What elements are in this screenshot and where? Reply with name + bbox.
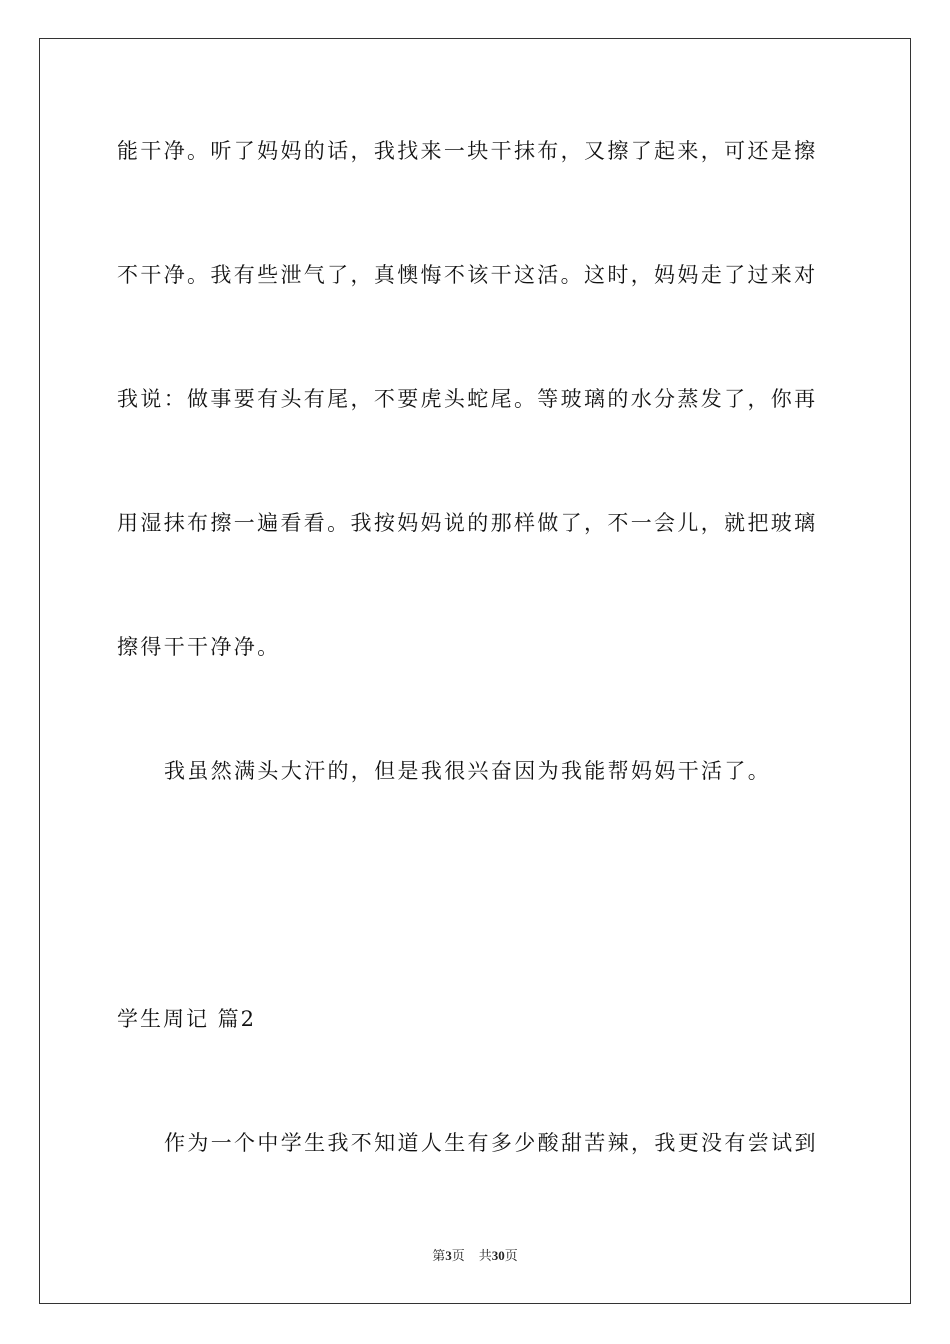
paragraph-3: 作为一个中学生我不知道人生有多少酸甜苦辣，我更没有尝试到 — [164, 1131, 818, 1155]
footer-total-pages: 30 — [491, 1248, 505, 1263]
text-line-1: 能干净。听了妈妈的话，我找来一块干抹布，又擦了起来，可还是擦 — [117, 139, 818, 163]
footer-page-number: 3 — [445, 1248, 452, 1263]
footer-page-prefix: 第 — [432, 1248, 446, 1263]
footer-total-suffix: 页 — [504, 1248, 518, 1263]
footer-page-suffix: 页 — [451, 1248, 465, 1263]
paragraph-2: 我虽然满头大汗的，但是我很兴奋因为我能帮妈妈干活了。 — [164, 759, 772, 783]
page-frame — [39, 38, 911, 1304]
footer-total-prefix: 共 — [478, 1248, 492, 1263]
text-line-4: 用湿抹布擦一遍看看。我按妈妈说的那样做了，不一会儿，就把玻璃 — [117, 511, 818, 535]
page-footer — [0, 1247, 950, 1265]
text-line-3: 我说：做事要有头有尾，不要虎头蛇尾。等玻璃的水分蒸发了，你再 — [117, 387, 818, 411]
text-line-5: 擦得干干净净。 — [117, 635, 281, 659]
text-line-2: 不干净。我有些泄气了，真懊悔不该干这活。这时，妈妈走了过来对 — [117, 263, 818, 287]
section-heading: 学生周记 篇2 — [117, 1007, 257, 1031]
